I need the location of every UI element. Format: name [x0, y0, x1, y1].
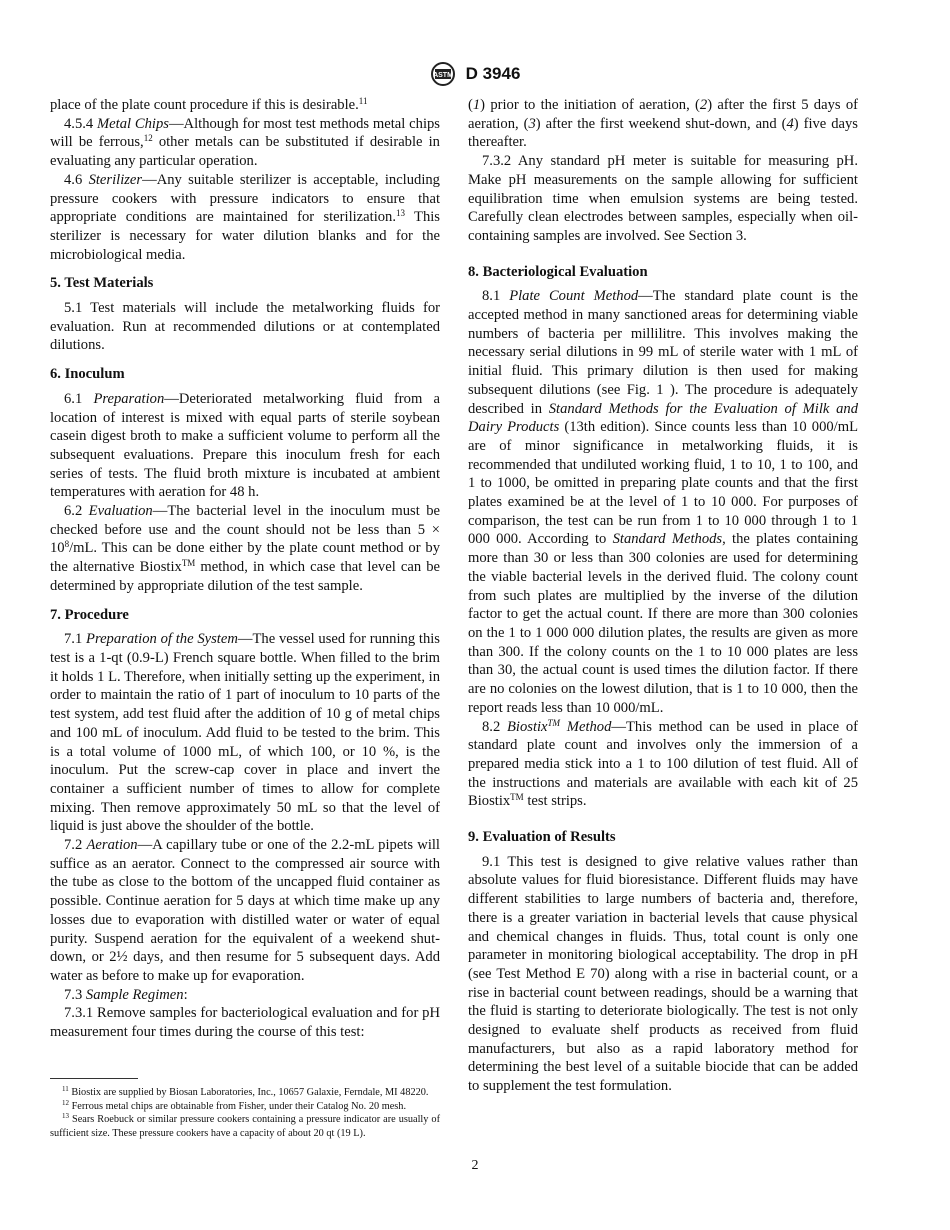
- section-heading-9: 9. Evaluation of Results: [468, 829, 616, 846]
- section-heading-5: 5. Test Materials: [50, 275, 154, 292]
- page-number: 2: [471, 1158, 479, 1173]
- footnote: $^{11}$ Biostix are supplied by Biosan Laboratories, Inc., 10657 Galaxie, Ferndale, MI 48220.: [62, 1084, 429, 1098]
- footnote-ref[interactable]: 11: [358, 96, 368, 106]
- footnote-ref[interactable]: 13: [396, 208, 405, 219]
- document-number: D 3946: [465, 64, 521, 83]
- paragraph-5-1: 5.1 Test materials will include the metalworking fluids for evaluation. Run at recommended dilutions or at contemplated dilutions.: [50, 300, 440, 354]
- paragraph-7-3: 7.3 Sample Regimen:: [64, 986, 188, 1003]
- paragraph-7-3-1-continued: (1) prior to the initiation of aeration, (2) after the first 5 days of aeration, (3) after the first weekend shut-down, and (4) five days thereafter.: [468, 97, 858, 151]
- paragraph-7-3-2: 7.3.2 Any standard pH meter is suitable for measuring pH. Make pH measurements on the sample allowing for sufficient equilibration time when emulsion systems are being tested. Carefully clean electrodes between samples, especially when oil-containing samples are involved. See Section 3.: [468, 153, 858, 244]
- section-heading-8: 8. Bacteriological Evaluation: [468, 263, 648, 280]
- paragraph-4-6: 4.6 Sterilizer—Any suitable sterilizer is acceptable, including pressure cookers with pressure indicators to ensure that appropriate conditions are maintained for sterilization.$^{13}$ This sterilizer is necessary for water dilution blanks and for the microbiological media.: [50, 171, 440, 263]
- paragraph-4-5-4: 4.5.4 Metal Chips—Although for most test methods metal chips will be ferrous,$^{12}$ other metals can be substituted if desirable in evaluating any particular operation.: [50, 115, 440, 170]
- paragraph-6-2: 6.2 Evaluation—The bacterial level in the inoculum must be checked before use and the count should not be less than $5 \times 10^8/mL$. This can be done either by the plate count method or by the alternative Biostix™ method, in which case that level can be determined by appropriate dilution of the test sample.: [50, 503, 440, 594]
- astm-logo: [430, 62, 456, 86]
- paragraph-7-2: 7.2 Aeration—A capillary tube or one of the 2.2-mL pipets will suffice as an aerator. Connect to the compressed air source with the tube as close to the bottom of the uncapped fluid container as possible. Continue aeration for 5 days at which time make up any losses due to evaporation with distilled water or water of equal purity. Suspend aeration for the equivalent of a weekend shut-down, or 2½ days, and then resume for 5 subsequent days. Add water as before to make up for evaporation.: [50, 837, 440, 984]
- footnote: $^{13}$ Sears Roebuck or similar pressure cookers containing a pressure indicator are usually of sufficient size. These pressure cookers have a capacity of about 20 qt (19 L).: [50, 1112, 440, 1140]
- footnote: $^{12}$ Ferrous metal chips are obtainable from Fisher, under their Catalog No. 20 mesh.: [62, 1098, 407, 1112]
- paragraph-8-2: 8.2 Biostix™ Method—This method can be used in place of standard plate count and involves only the immersion of a prepared media stick into a 1 to 100 dilution of test fluid. All of the instructions and materials are available with each kit of 25 Biostix™ test strips.: [468, 717, 858, 810]
- paragraph-7-1: 7.1 Preparation of the System—The vessel used for running this test is a 1-qt (0.9-L) French square bottle. When filled to the brim it holds 1 L. Therefore, when initially setting up the experiment, in order to maintain the ratio of 1 part of inoculum to 10 parts of the test system, add test fluid after the addition of 10 g of metal chips and 100 mL of inoculum. Add fluid to be tested to the brim. This is a total volume of 1000 mL, of which 100, or 10 %, is the inoculum. Put the screw-cap cover in place and invert the container a sufficient number of times to allow for complete mixing. Then remove approximately 50 mL so that the level of liquid is just above the shoulder of the bottle.: [50, 631, 440, 835]
- left-column: [50, 96, 440, 1141]
- footnote-divider: [50, 1078, 138, 1079]
- page-header: [0, 62, 950, 90]
- section-heading-7: 7. Procedure: [50, 606, 129, 623]
- paragraph-6-1: 6.1 Preparation—Deteriorated metalworking fluid from a location of interest is mixed with equal parts of sterile soybean casein digest broth to make a sufficient volume to perform all the subsequent evaluations. Prepare this inoculum fresh for each series of tests. The fluid broth mixture is incubated at ambient temperatures with aeration for 48 h.: [50, 390, 440, 501]
- footnote-ref[interactable]: 12: [143, 133, 153, 144]
- paragraph-9-1: 9.1 This test is designed to give relative values rather than absolute values for fluid bioresistance. Different fluids may have different stabilities to large numbers of bacteria and, therefore, there is a greater variation in bacterial levels that cause physical and chemical changes in fluids. Thus, total count is only one parameter in monitoring biological acceptability. The drop in pH (see Test Method E 70) along with a rise in bacterial count, or a rise in bacterial count between readings, should be a warning that the fluid is starting to deteriorate biologically. The test is not only designed to evaluate shelf products as received from fluid manufacturers, but also as a rapid laboratory method for determining the best level of a suitable biocide that can be added to supplement the test formulation.: [468, 853, 858, 1095]
- svg-text:ASTM: ASTM: [432, 72, 453, 79]
- paragraph-8-1: 8.1 Plate Count Method—The standard plate count is the accepted method in many sanctioned areas for determining viable numbers of bacteria per millilitre. This involves making the necessary serial dilutions in 99 mL of sterile water with 1 mL of initial fluid. This primary dilution is then used for making subsequent dilutions (see Fig. 1 ). The procedure is adequately described in Standard Methods for the Evaluation of Milk and Dairy Products (13th edition). Since counts less than 10 000/mL are of minor significance in metalworking fluids, it is recommended that undiluted working fluid, 1 to 10, 1 to 100, and 1 to 1000, be omitted in preparing plate counts and that the first plates examined be at the level of 1 to 10 000. For purposes of comparison, the test can be run from 1 to 10 000 through 1 to 1 000 000. According to Standard Methods, the plates containing more than 30 or less than 300 colonies are used for determining the viable bacterial levels in the derived fluid. The colony count from such plates are multiplied by the inverse of the dilution factor to get the actual count. If there are more than 300 colonies on the 1 to 1 000 000 dilution plates, the results are given as more than 300. If the colony counts on the 1 to 10 000 plates are less than 30, the actual count is used times the dilution factor. If there are no colonies on the lowest dilution, that is 1 to 10 000, then the report reads less than 10 000/mL.: [468, 288, 859, 716]
- section-heading-6: 6. Inoculum: [50, 366, 125, 383]
- right-column: [468, 96, 858, 1096]
- paragraph-continued: place of the plate count procedure if this is desirable.$^{11}$: [50, 96, 368, 113]
- paragraph-7-3-1: 7.3.1 Remove samples for bacteriological evaluation and for pH measurement four times during the course of this test:: [50, 1005, 440, 1041]
